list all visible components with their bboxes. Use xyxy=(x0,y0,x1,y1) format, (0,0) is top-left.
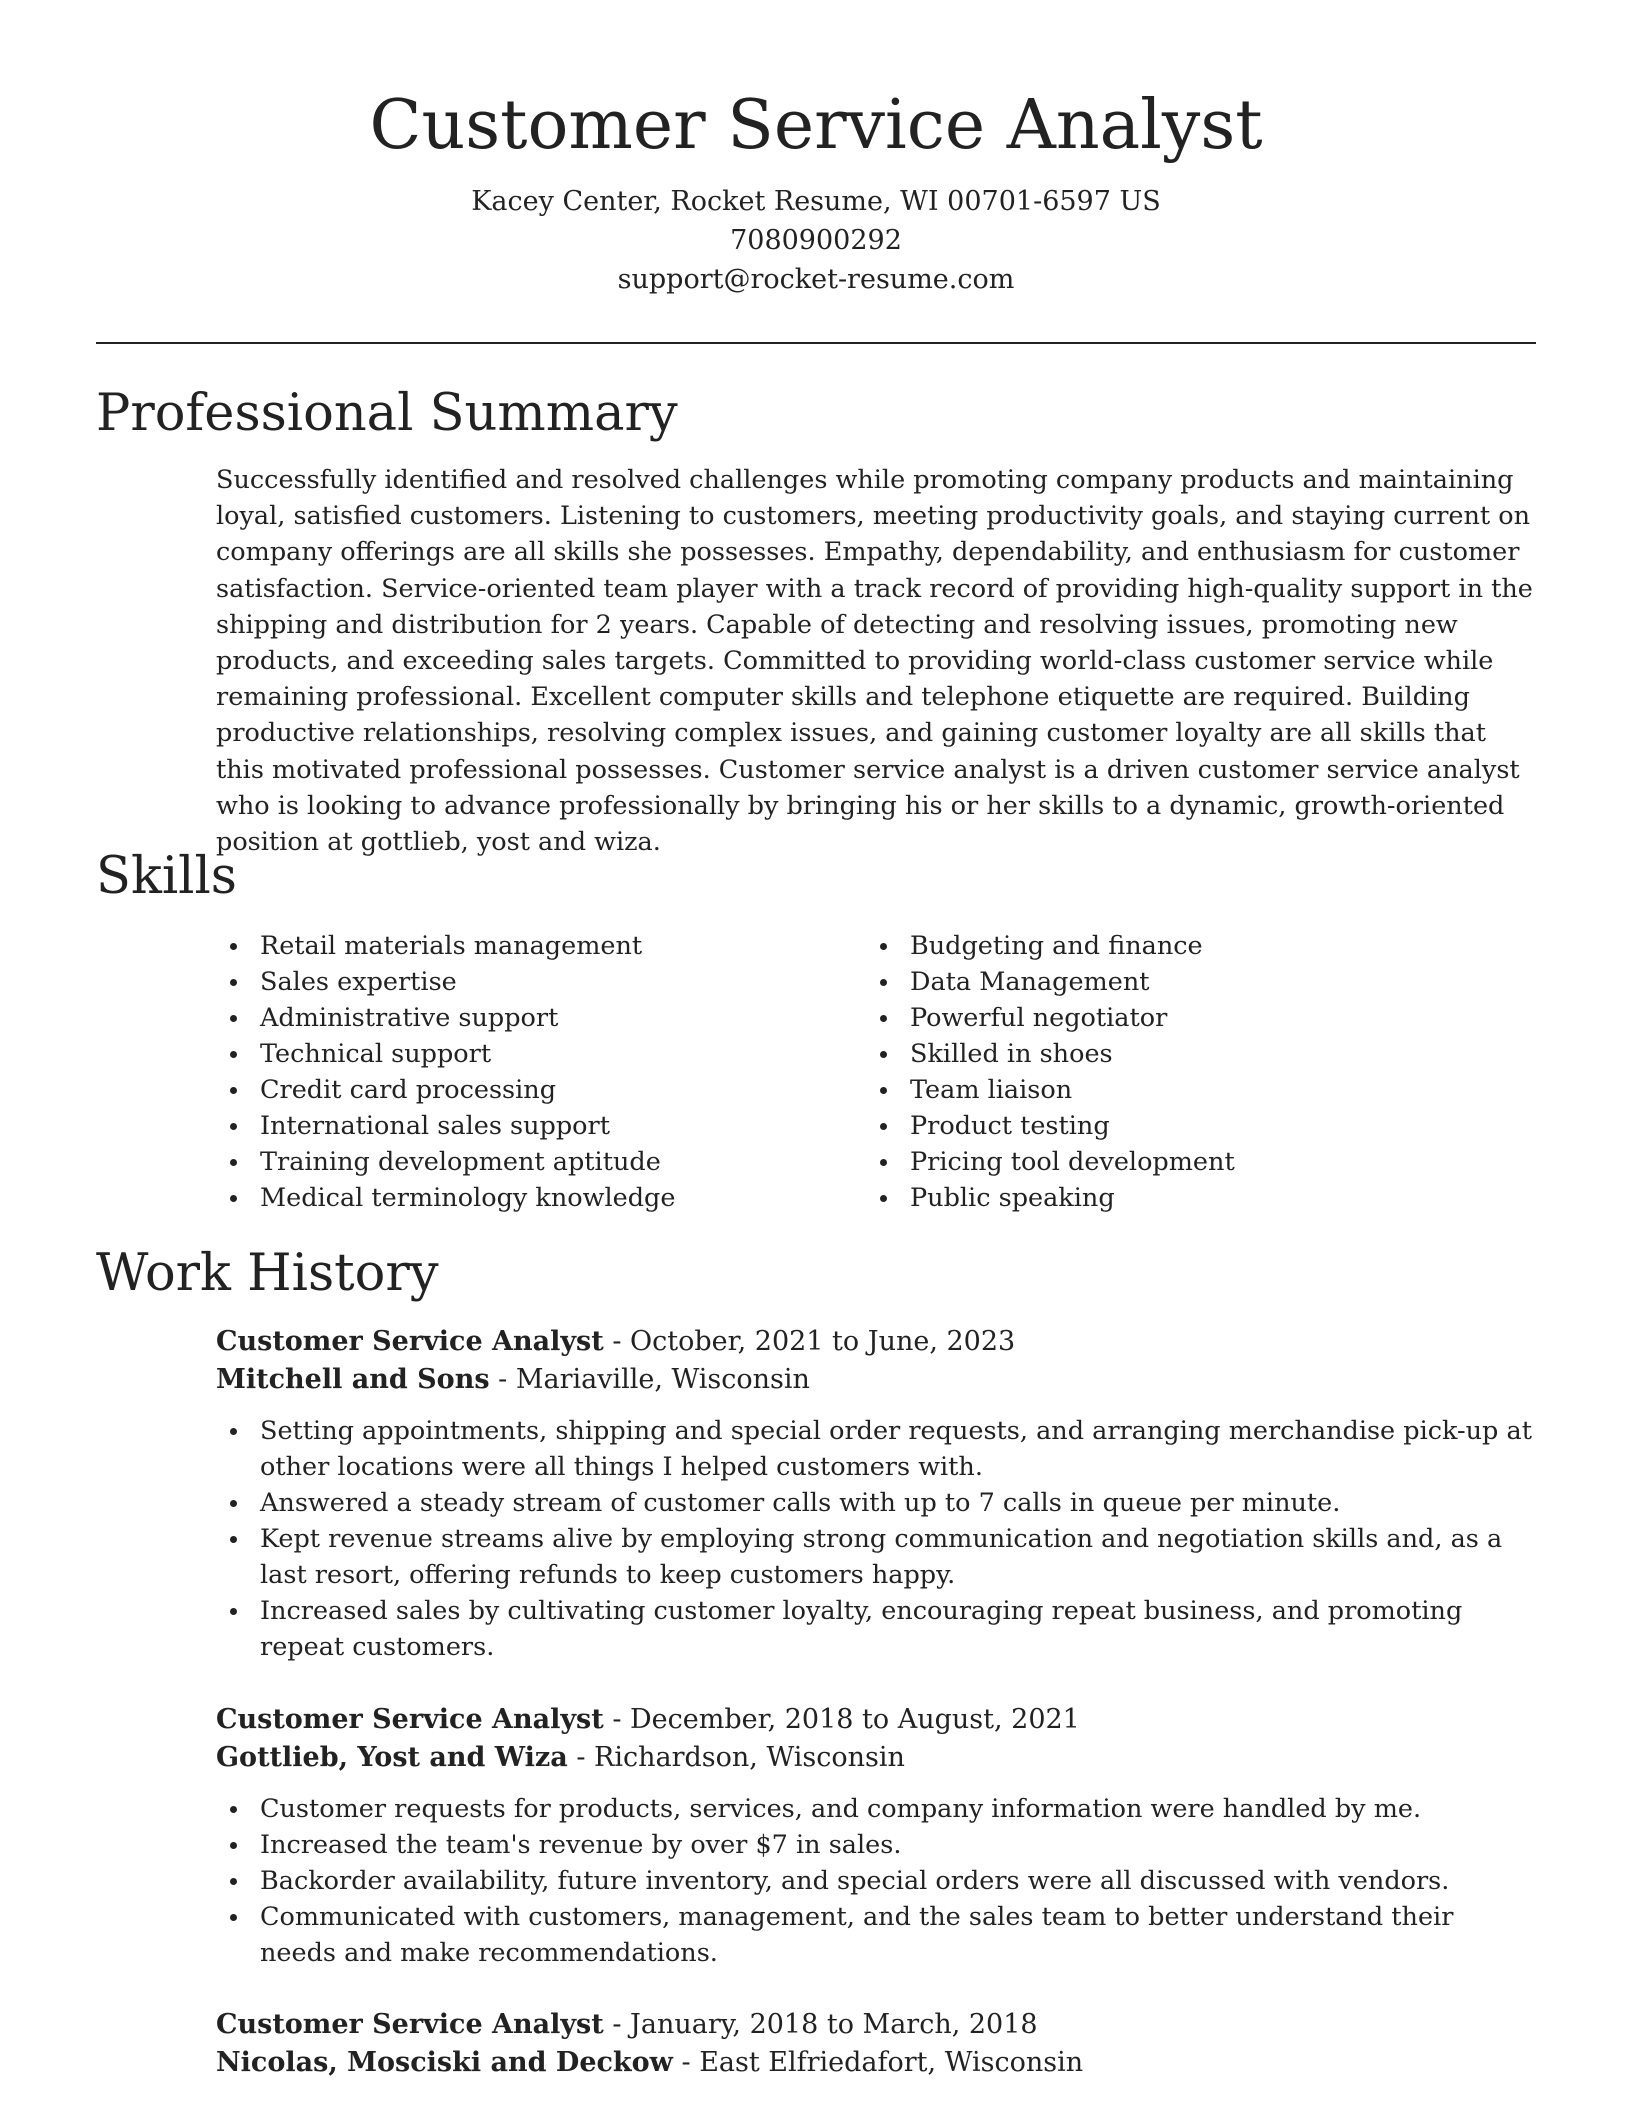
contact-address: Kacey Center, Rocket Resume, WI 00701-6597 US xyxy=(471,186,1161,217)
skill-item: Team liaison xyxy=(866,1072,1516,1108)
job-bullet: Increased sales by cultivating customer loyalty, encouraging repeat business, and promoting repeat customers. xyxy=(216,1593,1536,1665)
job-company: Nicolas, Mosciski and Deckow xyxy=(216,2047,673,2078)
job-entry xyxy=(216,2006,1536,2082)
skill-item: Training development aptitude xyxy=(216,1144,866,1180)
skill-item: Pricing tool development xyxy=(866,1144,1516,1180)
contact-block xyxy=(0,182,1632,299)
job-bullet: Increased the team's revenue by over $7 in sales. xyxy=(216,1827,1536,1863)
job-company-line: Nicolas, Mosciski and Deckow - East Elfriedafort, Wisconsin xyxy=(216,2047,1084,2078)
summary-text: Successfully identified and resolved challenges while promoting company products and maintaining loyal, satisfied customers. Listening to customers, meeting productivity goals, and staying current on company offerings are all skills she possesses. Empathy, dependability, and enthusiasm for customer satisfaction. Service-oriented team player with a track record of providing high-quality support in the shipping and distribution for 2 years. Capable of detecting and resolving issues, promoting new products, and exceeding sales targets. Committed to providing world-class customer service while remaining professional. Excellent computer skills and telephone etiquette are required. Building productive relationships, resolving complex issues, and gaining customer loyalty are all skills that this motivated professional possesses. Customer service analyst is a driven customer service analyst who is looking to advance professionally by bringing his or her skills to a dynamic, growth-oriented position at gottlieb, yost and wiza. xyxy=(216,465,1533,858)
job-title-line: Customer Service Analyst - January, 2018 to March, 2018 xyxy=(216,2009,1038,2040)
job-company: Mitchell and Sons xyxy=(216,1364,490,1395)
job-company: Gottlieb, Yost and Wiza xyxy=(216,1742,568,1773)
job-bullet: Communicated with customers, management, and the sales team to better understand their needs and make recommendations. xyxy=(216,1899,1536,1971)
skill-item: Sales expertise xyxy=(216,964,866,1000)
resume-title: Customer Service Analyst xyxy=(369,86,1263,165)
job-role: Customer Service Analyst xyxy=(216,1326,604,1357)
job-bullet: Backorder availability, future inventory, and special orders were all discussed with vendors. xyxy=(216,1863,1536,1899)
skill-item: Credit card processing xyxy=(216,1072,866,1108)
skills-column-left xyxy=(216,928,866,1216)
job-entry xyxy=(216,1323,1536,1665)
job-title-line: Customer Service Analyst - October, 2021 to June, 2023 xyxy=(216,1326,1016,1357)
skills-column-right xyxy=(866,928,1516,1216)
skill-item: Product testing xyxy=(866,1108,1516,1144)
skill-item: Powerful negotiator xyxy=(866,1000,1516,1036)
skill-item: Administrative support xyxy=(216,1000,866,1036)
job-bullet: Answered a steady stream of customer calls with up to 7 calls in queue per minute. xyxy=(216,1485,1536,1521)
job-role: Customer Service Analyst xyxy=(216,1704,604,1735)
job-dates: December, 2018 to August, 2021 xyxy=(630,1704,1080,1735)
skill-item: Medical terminology knowledge xyxy=(216,1180,866,1216)
skill-item: Budgeting and finance xyxy=(866,928,1516,964)
contact-email: support@rocket-resume.com xyxy=(617,264,1015,295)
job-dates: January, 2018 to March, 2018 xyxy=(630,2009,1038,2040)
contact-phone: 7080900292 xyxy=(730,225,902,256)
job-location: East Elfriedafort, Wisconsin xyxy=(699,2047,1084,2078)
skill-item: Public speaking xyxy=(866,1180,1516,1216)
job-role: Customer Service Analyst xyxy=(216,2009,604,2040)
skill-item: Skilled in shoes xyxy=(866,1036,1516,1072)
job-bullets xyxy=(216,1791,1536,1971)
job-company-line: Mitchell and Sons - Mariaville, Wisconsin xyxy=(216,1364,810,1395)
skill-item: Retail materials management xyxy=(216,928,866,964)
job-bullets xyxy=(216,1413,1536,1665)
skills-heading: Skills xyxy=(96,847,237,906)
job-title-line: Customer Service Analyst - December, 2018 to August, 2021 xyxy=(216,1704,1080,1735)
job-bullet: Setting appointments, shipping and special order requests, and arranging merchandise pick-up at other locations were all things I helped customers with. xyxy=(216,1413,1536,1485)
job-dates: October, 2021 to June, 2023 xyxy=(630,1326,1016,1357)
header-divider xyxy=(96,342,1536,344)
job-entry xyxy=(216,1701,1536,1971)
job-location: Mariaville, Wisconsin xyxy=(515,1364,810,1395)
skills-list xyxy=(216,928,1536,1216)
job-bullet: Kept revenue streams alive by employing strong communication and negotiation skills and, as a last resort, offering refunds to keep customers happy. xyxy=(216,1521,1536,1593)
work-history-heading: Work History xyxy=(96,1244,439,1303)
summary-heading: Professional Summary xyxy=(96,384,678,443)
skill-item: Technical support xyxy=(216,1036,866,1072)
job-company-line: Gottlieb, Yost and Wiza - Richardson, Wisconsin xyxy=(216,1742,905,1773)
skill-item: International sales support xyxy=(216,1108,866,1144)
skill-item: Data Management xyxy=(866,964,1516,1000)
job-location: Richardson, Wisconsin xyxy=(594,1742,905,1773)
job-bullet: Customer requests for products, services, and company information were handled by me. xyxy=(216,1791,1536,1827)
resume-header xyxy=(0,0,1632,299)
